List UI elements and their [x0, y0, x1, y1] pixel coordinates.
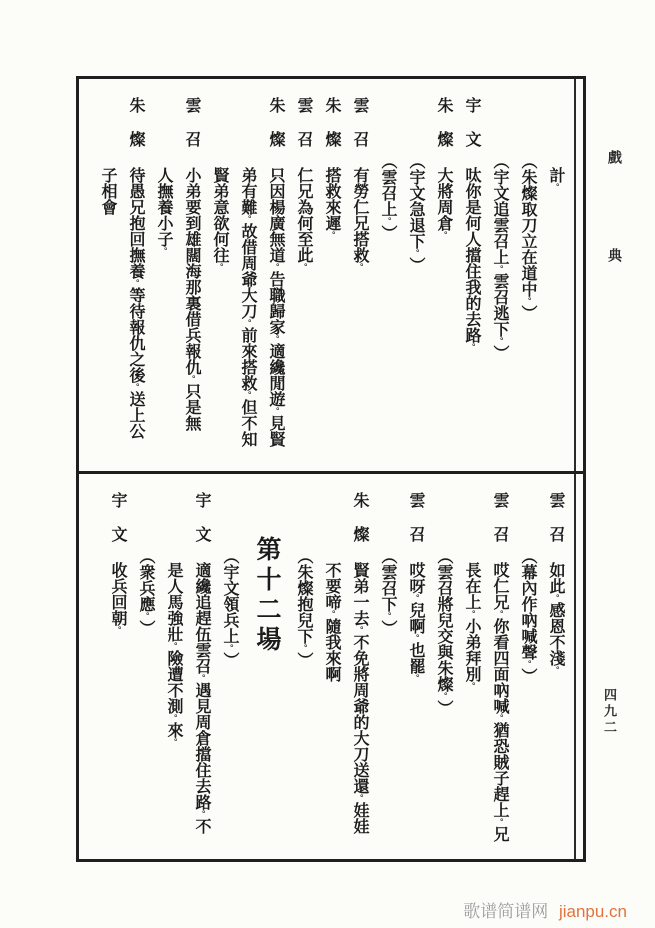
script-text: 呔你是何人擋住我的去路。: [463, 167, 482, 351]
script-column-stage: [514, 81, 542, 469]
period: 。: [411, 594, 421, 602]
period: 。: [299, 644, 309, 652]
watermark-site-url: jianpu.cn: [558, 902, 627, 921]
period: 。: [141, 612, 151, 620]
book-title: 戲典: [606, 150, 622, 346]
script-text: 只因楊廣無道。告職歸家。適纔閒遊。見賢: [267, 167, 286, 447]
period: 。: [243, 391, 253, 399]
script-text: 弟有難。故借周爺大刀。前來搭救。但不知: [239, 167, 258, 447]
script-text: 子相會: [99, 167, 118, 215]
script-column-speaker: [402, 476, 430, 860]
watermark: [463, 897, 627, 922]
speaker-name: 雲召: [407, 492, 426, 560]
period: 。: [169, 738, 179, 746]
script-column-stage: [374, 81, 402, 469]
script-column-speaker: [122, 81, 150, 469]
script-text: 待愚兄抱回撫養。等待報仇之後。送上公: [127, 167, 146, 439]
script-text: 收兵回朝。: [109, 562, 128, 634]
period: 。: [215, 263, 225, 271]
period: 。: [495, 714, 505, 722]
page-number: 四九二: [601, 688, 616, 736]
period: 。: [169, 642, 179, 650]
script-text: 大將周倉。: [435, 167, 454, 239]
inner-gutter-line: [574, 79, 576, 859]
speaker-name: 雲召: [351, 97, 370, 165]
script-text: （朱燦取刀立在道中。）: [519, 153, 538, 321]
script-column-scene: [244, 476, 290, 860]
period: 。: [159, 247, 169, 255]
speaker-name: 朱燦: [435, 97, 454, 165]
period: 。: [271, 407, 281, 415]
script-column-cont: [234, 81, 262, 469]
script-text: 適纔追趕伍雲召。遇見周倉擋住去路。不: [193, 562, 212, 834]
script-column-cont: [542, 81, 570, 469]
period: 。: [243, 319, 253, 327]
script-column-cont: [458, 476, 486, 860]
script-column-speaker: [290, 81, 318, 469]
period: 。: [169, 714, 179, 722]
script-text: （幕內作吶喊聲。）: [519, 548, 538, 684]
scene-heading: 第十二場: [253, 536, 282, 656]
script-column-stage: [374, 476, 402, 860]
script-column-speaker: [346, 476, 374, 860]
speaker-name: 朱燦: [127, 97, 146, 165]
period: 。: [551, 183, 561, 191]
script-text: 賢弟一去。不免將周爺的大刀送還。娃娃: [351, 562, 370, 834]
period: 。: [439, 692, 449, 700]
speaker-name: 雲召: [547, 492, 566, 560]
script-column-cont: [318, 476, 346, 860]
period: 。: [355, 263, 365, 271]
script-text: （宇文領兵上。）: [221, 548, 240, 668]
script-top-half: [83, 81, 570, 469]
period: 。: [439, 231, 449, 239]
period: 。: [355, 794, 365, 802]
script-text: 不要啼。隨我來啊: [323, 562, 342, 682]
period: 。: [495, 265, 505, 273]
script-text: （宇文急退下。）: [407, 153, 426, 273]
script-column-speaker: [262, 81, 290, 469]
script-bottom-half: [83, 476, 570, 860]
period: 。: [467, 343, 477, 351]
script-column-cont: [206, 81, 234, 469]
period: 。: [383, 217, 393, 225]
period: 。: [131, 383, 141, 391]
period: 。: [271, 335, 281, 343]
script-text: 計。: [547, 167, 566, 191]
period: 。: [327, 610, 337, 618]
script-text: 如此。感恩不淺。: [547, 562, 566, 674]
script-column-stage: [132, 476, 160, 860]
period: 。: [131, 279, 141, 287]
period: 。: [327, 231, 337, 239]
speaker-name: 雲召: [295, 97, 314, 165]
script-column-stage: [430, 476, 458, 860]
period: 。: [383, 612, 393, 620]
speaker-name: 宇文: [193, 492, 212, 560]
script-text: （宇文追雲召上。雲召逃下。）: [491, 153, 510, 361]
script-column-speaker: [188, 476, 216, 860]
period: 。: [523, 660, 533, 668]
script-column-stage: [486, 81, 514, 469]
script-text: （衆兵應。）: [137, 548, 156, 636]
script-text: （雲召上。）: [379, 153, 398, 241]
script-column-speaker: [542, 476, 570, 860]
period: 。: [551, 594, 561, 602]
script-text: （雲召將兒交與朱燦。）: [435, 548, 454, 716]
script-text: 有勞仁兄搭救。: [351, 167, 370, 271]
script-text: 長在上。小弟拜別。: [463, 562, 482, 690]
script-text: （朱燦抱兒下。）: [295, 548, 314, 668]
period: 。: [113, 626, 123, 634]
script-text: 小弟要到雄闊海那裏借兵報仇。只是無: [183, 167, 202, 431]
script-column-speaker: [486, 476, 514, 860]
period: 。: [197, 810, 207, 818]
script-column-speaker: [430, 81, 458, 469]
script-text: 哎呀。兒啊。也罷。: [407, 562, 426, 682]
period: 。: [187, 375, 197, 383]
speaker-name: 雲召: [491, 492, 510, 560]
period: 。: [197, 674, 207, 682]
script-column-stage: [216, 476, 244, 860]
script-text: 仁兄為何至此。: [295, 167, 314, 271]
period: 。: [467, 682, 477, 690]
speaker-name: 朱燦: [323, 97, 342, 165]
period: 。: [411, 674, 421, 682]
script-column-cont: [160, 476, 188, 860]
script-text: 搭救來遲。: [323, 167, 342, 239]
script-text: 人撫養小子。: [155, 167, 174, 255]
period: 。: [225, 644, 235, 652]
speaker-name: 宇文: [463, 97, 482, 165]
period: 。: [243, 215, 253, 223]
script-column-speaker: [318, 81, 346, 469]
script-text: 哎仁兄。你看四面吶喊。猶恐賊子趕上。兄: [491, 562, 510, 842]
script-column-stage: [402, 81, 430, 469]
period: 。: [355, 626, 365, 634]
speaker-name: 宇文: [109, 492, 128, 560]
period: 。: [411, 249, 421, 257]
script-column-stage: [514, 476, 542, 860]
script-text: 賢弟意欲何往。: [211, 167, 230, 271]
period: 。: [495, 610, 505, 618]
script-column-speaker: [178, 81, 206, 469]
period: 。: [299, 263, 309, 271]
period: 。: [551, 666, 561, 674]
speaker-name: 朱燦: [267, 97, 286, 165]
period: 。: [523, 297, 533, 305]
half-divider-line: [78, 471, 584, 474]
period: 。: [495, 818, 505, 826]
script-column-cont: [150, 81, 178, 469]
period: 。: [467, 610, 477, 618]
period: 。: [495, 337, 505, 345]
script-column-speaker: [458, 81, 486, 469]
script-column-stage: [290, 476, 318, 860]
script-text: （雲召下。）: [379, 548, 398, 636]
period: 。: [271, 263, 281, 271]
speaker-name: 朱燦: [351, 492, 370, 560]
watermark-site-name: 歌谱简谱网: [463, 902, 549, 921]
script-column-speaker: [346, 81, 374, 469]
script-text: 是人馬強壯。險遭不測。來。: [165, 562, 184, 746]
speaker-name: 雲召: [183, 97, 202, 165]
script-column-speaker: [104, 476, 132, 860]
period: 。: [411, 634, 421, 642]
script-column-cont: [94, 81, 122, 469]
page-border-frame: [76, 76, 586, 862]
